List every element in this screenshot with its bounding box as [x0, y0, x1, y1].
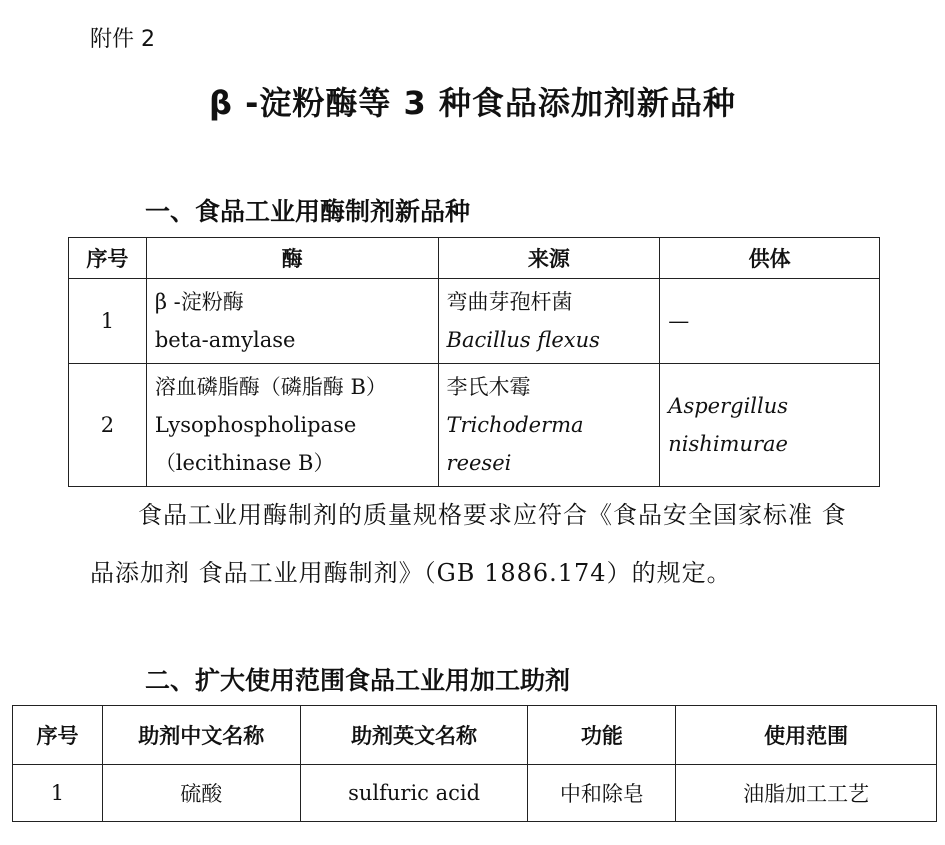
source-cell: [438, 279, 660, 364]
table-row: [69, 279, 880, 364]
source-latin: Trichoderma reesei: [446, 413, 584, 475]
enzyme-en: Lysophospholipase: [154, 413, 357, 437]
source-cn: 弯曲芽孢杆菌: [446, 290, 573, 314]
donor-line-1: —: [668, 309, 690, 333]
col-header-name-cn: 助剂中文名称: [102, 706, 300, 765]
source-latin: Bacillus flexus: [446, 328, 600, 352]
attachment-label: 附件 2: [90, 27, 155, 52]
aid-name-cn: 硫酸: [102, 765, 300, 822]
source-cn: 李氏木霉: [446, 375, 531, 399]
enzyme-cell: [146, 279, 438, 364]
row-no: 1: [69, 279, 147, 364]
donor-cell: [660, 279, 880, 364]
donor-line-2: nishimurae: [668, 432, 788, 456]
aid-function: 中和除皂: [528, 765, 676, 822]
col-header-scope: 使用范围: [676, 706, 937, 765]
section1-heading: 一、食品工业用酶制剂新品种: [145, 197, 471, 226]
table-header-row: [13, 706, 937, 765]
enzyme-en-alt: （lecithinase B）: [154, 451, 335, 475]
enzyme-cell: [146, 364, 438, 487]
col-header-no: 序号: [69, 238, 147, 279]
enzyme-table: [68, 237, 880, 487]
col-header-name-en: 助剂英文名称: [300, 706, 528, 765]
processing-aid-table: [12, 705, 937, 822]
enzyme-en: beta-amylase: [154, 328, 296, 352]
col-header-no: 序号: [13, 706, 103, 765]
standard-paragraph: 食品工业用酶制剂的质量规格要求应符合《食品安全国家标准 食品添加剂 食品工业用酶制剂》（GB 1886.174）的规定。: [90, 501, 847, 587]
donor-line-1: Aspergillus: [668, 394, 789, 418]
enzyme-cn: β -淀粉酶: [154, 290, 244, 314]
document-title: β -淀粉酶等 3 种食品添加剂新品种: [209, 84, 736, 122]
table-row: [69, 364, 880, 487]
row-no: 2: [69, 364, 147, 487]
col-header-enzyme: 酶: [146, 238, 438, 279]
col-header-donor: 供体: [660, 238, 880, 279]
aid-name-en: sulfuric acid: [300, 765, 528, 822]
section2-heading: 二、扩大使用范围食品工业用加工助剂: [145, 666, 571, 695]
table-header-row: [69, 238, 880, 279]
table-row: [13, 765, 937, 822]
row-no: 1: [13, 765, 103, 822]
aid-scope: 油脂加工工艺: [676, 765, 937, 822]
col-header-source: 来源: [438, 238, 660, 279]
col-header-function: 功能: [528, 706, 676, 765]
source-cell: [438, 364, 660, 487]
enzyme-cn: 溶血磷脂酶（磷脂酶 B）: [154, 375, 387, 399]
donor-cell: [660, 364, 880, 487]
